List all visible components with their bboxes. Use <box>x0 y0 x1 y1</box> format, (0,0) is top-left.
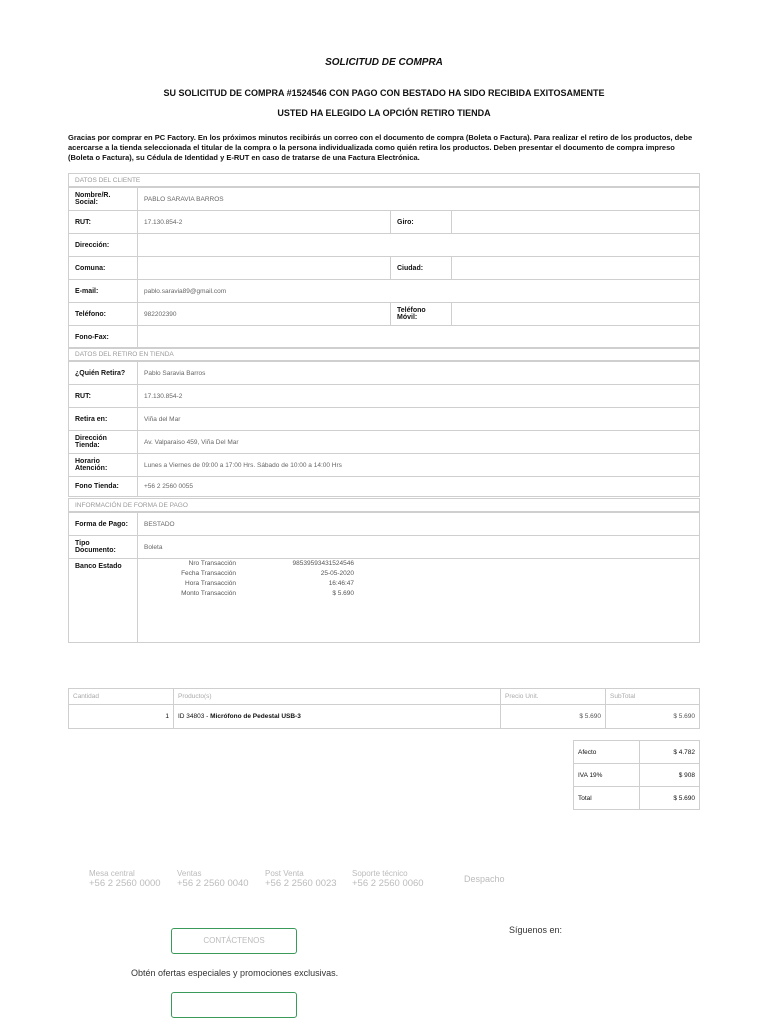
intro-text: Gracias por comprar en PC Factory. En los próximos minutos recibirás un correo con el documento de compra (Boleta o Factura). Para realizar el retiro de los productos, debe acercarse a la tienda seleccionada el titular de la compra o la persona individualizada como quién retira los productos. Deben presentar el documento de compra impreso (Boleta o Factura), su Cédula de Identidad y E-RUT en caso de tratarse de una Factura Electrónica. <box>68 133 693 162</box>
pickup-store-label: Retira en: <box>69 408 138 431</box>
contact-label: Post Venta <box>265 869 304 878</box>
txn-number-label: Nro Transacción <box>188 560 236 567</box>
client-section-header: DATOS DEL CLIENTE <box>68 173 700 187</box>
product-name: Micrófono de Pedestal USB-3 <box>210 713 301 720</box>
pickup-store-value: Viña del Mar <box>138 408 700 431</box>
pickup-table <box>68 361 700 497</box>
contact-mesa-central <box>89 869 161 889</box>
contact-phone[interactable]: +56 2 2560 0040 <box>177 878 249 889</box>
transaction-keys <box>150 559 236 599</box>
doc-type-label: Tipo Documento: <box>69 536 138 559</box>
address-value <box>138 234 700 257</box>
mobile-value <box>452 303 700 326</box>
store-hours-label: Horario Atención: <box>69 454 138 477</box>
products-table <box>68 688 700 729</box>
store-phone-label: Fono Tienda: <box>69 477 138 497</box>
txn-amount-value: $ 5.690 <box>332 590 354 597</box>
subtotal-cell: $ 5.690 <box>606 705 700 729</box>
afecto-label: Afecto <box>574 741 640 764</box>
contact-phone[interactable]: +56 2 2560 0060 <box>352 878 424 889</box>
contact-soporte <box>352 869 424 889</box>
contact-label: Mesa central <box>89 869 135 878</box>
price-cell: $ 5.690 <box>501 705 606 729</box>
iva-value: $ 908 <box>639 764 699 787</box>
name-label: Nombre/R. Social: <box>69 188 138 211</box>
txn-number-value: 98539593431524546 <box>292 560 354 567</box>
product-cell <box>174 705 501 729</box>
name-value: PABLO SARAVIA BARROS <box>138 188 700 211</box>
pickup-rut-value: 17.130.854-2 <box>138 385 700 408</box>
contact-label: Soporte técnico <box>352 869 408 878</box>
table-row <box>574 764 700 787</box>
city-label: Ciudad: <box>391 257 452 280</box>
payment-section-header: INFORMACIÓN DE FORMA DE PAGO <box>68 498 700 512</box>
table-row <box>69 705 700 729</box>
payment-method-value: BESTADO <box>138 513 700 536</box>
contact-button[interactable]: CONTÁCTENOS <box>171 928 297 954</box>
txn-time-label: Hora Transacción <box>185 580 236 587</box>
totals-table <box>573 740 700 810</box>
store-address-value: Av. Valparaiso 459, Viña Del Mar <box>138 431 700 454</box>
fax-value <box>138 326 700 349</box>
despacho-link[interactable]: Despacho <box>464 874 505 884</box>
pickup-person-label: ¿Quién Retira? <box>69 362 138 385</box>
iva-label: IVA 19% <box>574 764 640 787</box>
txn-date-label: Fecha Transacción <box>181 570 236 577</box>
bank-label: Banco Estado <box>69 559 138 643</box>
txn-time-value: 16:46:47 <box>328 580 354 587</box>
address-label: Dirección: <box>69 234 138 257</box>
city-value <box>452 257 700 280</box>
table-row <box>574 787 700 810</box>
txn-amount-label: Monto Transacción <box>181 590 236 597</box>
pickup-section-header: DATOS DEL RETIRO EN TIENDA <box>68 347 700 361</box>
qty-cell: 1 <box>69 705 174 729</box>
total-label: Total <box>574 787 640 810</box>
page-title: SOLICITUD DE COMPRA <box>325 57 443 68</box>
contact-ventas <box>177 869 249 889</box>
promo-text: Obtén ofertas especiales y promociones exclusivas. <box>131 968 339 978</box>
giro-value <box>452 211 700 234</box>
phone-label: Teléfono: <box>69 303 138 326</box>
comuna-value <box>138 257 391 280</box>
subscribe-button[interactable] <box>171 992 297 1018</box>
comuna-label: Comuna: <box>69 257 138 280</box>
store-address-label: Dirección Tienda: <box>69 431 138 454</box>
mobile-label: Teléfono Móvil: <box>391 303 452 326</box>
fax-label: Fono-Fax: <box>69 326 138 349</box>
rut-label: RUT: <box>69 211 138 234</box>
phone-value: 982202390 <box>138 303 391 326</box>
contact-post-venta <box>265 869 337 889</box>
follow-us-label: Síguenos en: <box>509 925 563 935</box>
subtotal-header: SubTotal <box>606 689 700 705</box>
giro-label: Giro: <box>391 211 452 234</box>
contact-phone[interactable]: +56 2 2560 0023 <box>265 878 337 889</box>
product-header: Producto(s) <box>174 689 501 705</box>
email-label: E-mail: <box>69 280 138 303</box>
client-table <box>68 187 700 349</box>
rut-value: 17.130.854-2 <box>138 211 391 234</box>
qty-header: Cantidad <box>69 689 174 705</box>
total-value: $ 5.690 <box>639 787 699 810</box>
price-header: Precio Unit. <box>501 689 606 705</box>
pickup-option-heading: USTED HA ELEGIDO LA OPCIÓN RETIRO TIENDA <box>277 108 491 118</box>
pickup-rut-label: RUT: <box>69 385 138 408</box>
pickup-person-value: Pablo Saravia Barros <box>138 362 700 385</box>
transaction-values <box>254 559 354 599</box>
store-hours-value: Lunes a Viernes de 09:00 a 17:00 Hrs. Sábado de 10:00 a 14:00 Hrs <box>138 454 700 477</box>
txn-date-value: 25-05-2020 <box>320 570 354 577</box>
contact-phone[interactable]: +56 2 2560 0000 <box>89 878 161 889</box>
confirmation-heading: SU SOLICITUD DE COMPRA #1524546 CON PAGO CON BESTADO HA SIDO RECIBIDA EXITOSAMENTE <box>163 88 605 98</box>
payment-method-label: Forma de Pago: <box>69 513 138 536</box>
afecto-value: $ 4.782 <box>639 741 699 764</box>
doc-type-value: Boleta <box>138 536 700 559</box>
table-row <box>574 741 700 764</box>
contact-label: Ventas <box>177 869 202 878</box>
product-id: ID 34803 - <box>178 713 209 720</box>
email-value: pablo.saravia89@gmail.com <box>138 280 700 303</box>
store-phone-value: +56 2 2560 0055 <box>138 477 700 497</box>
